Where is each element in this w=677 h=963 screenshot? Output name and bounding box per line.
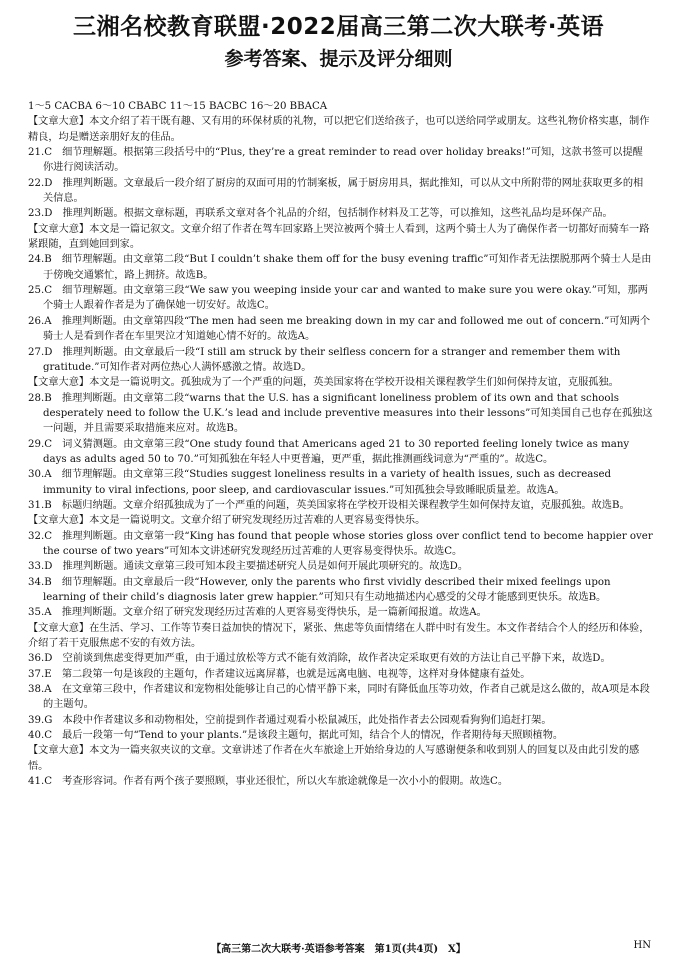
page-subtitle: 参考答案、提示及评分细则 [224,48,453,70]
answer-explanation: 38.A 在文章第三段中，作者建议和宠物相处能够让自己的心情平静下来，同时有降低血压等功效，作者自己就是这么做的，故A项是本段的主题句。 [28,684,650,711]
answer-explanation: 29.C 词义猜测题。由文章第三段“One study found that Americans aged 21 to 30 reported feeling lonely twice as many days as adults aged 50 to 70.”可知孤独在年轻人中更普遍，更严重，据此推测画线词意为“严重的”。故选C。 [28,438,630,465]
answer-body [28,99,653,789]
article-summary: 【文章大意】本文是一篇记叙文。文章介绍了作者在驾车回家路上哭泣被两个骑士人看到，这两个骑士人为了确保作者一切都好而骑车一路紧跟随，直到她回到家。 [28,223,650,251]
answer-explanation: 34.B 细节理解题。由文章最后一段“However, only the parents who first vividly described their mixed feelings upon learning of their child’s diagnosis later grew happier.”可知只有生动地描述内心感受的父母才能感到更快乐。故选B。 [28,576,611,603]
answer-explanation: 24.B 细节理解题。由文章第二段“But I couldn’t shake them off for the busy evening traffic”可知作者无法摆脱那两个骑士人是由于傍晚交通繁忙，路上拥挤。故选B。 [28,254,652,281]
article-summary: 【文章大意】本文是一篇说明文。文章介绍了研究发现经历过苦难的人更容易变得快乐。 [28,515,426,527]
answer-explanation: 37.E 第二段第一句是该段的主题句，作者建议远离屏幕，也就是远离电脑、电视等，这样对身体健康有益处。 [28,668,531,680]
answer-explanation: 40.C 最后一段第一句“Tend to your plants.”是该段主题句，据此可知，结合个人的情况，作者期待每天照顾植物。 [28,730,564,742]
answer-explanation: 33.D 推理判断题。通读文章第三段可知本段主要描述研究人员是如何开展此项研究的。故选D。 [28,561,469,573]
article-summary: 【文章大意】本文介绍了若干既有趣、又有用的环保材质的礼物，可以把它们送给孩子，也可以送给同学或朋友。这些礼物价格实惠，制作精良，均是赠送亲朋好友的佳品。 [28,116,650,143]
footer-page-info: 【高三第二次大联考·英语参考答案 第1页(共4页) X】 [211,944,466,955]
answer-explanation: 39.G 本段中作者建议多和动物相处，空前提到作者通过观看小松鼠减压，此处指作者去公园观看狗狗们追赶打架。 [28,714,552,726]
answer-explanation: 35.A 推理判断题。文章介绍了研究发现经历过苦难的人更容易变得快乐，是一篇新闻报道。故选A。 [28,607,487,619]
answer-explanation: 30.A 细节理解题。由文章第三段“Studies suggest loneliness results in a variety of health issues, such as decreased immunity to viral infections, poor sleep, and cardiovascular issues.”可知孤独会导致睡眠质量差。故选A。 [28,469,612,496]
article-summary: 【文章大意】在生活、学习、工作等节奏日益加快的情况下，紧张、焦虑等负面情绪在人群中时有发生。本文作者结合个人的经历和体验，介绍了若干克服焦虑不安的有效方法。 [28,622,650,650]
answer-explanation: 22.D 推理判断题。文章最后一段介绍了厨房的双面可用的竹制案板，属于厨房用具，据此推知，可以从文中所附带的网址获取更多的相关信息。 [28,177,644,205]
answer-explanation: 41.C 考查形容词。作者有两个孩子要照顾，事业还很忙，所以火车旅途就像是一次小小的假期。故选C。 [28,776,509,788]
page-title: 三湘名校教育联盟·2022届高三第二次大联考·英语 [73,14,604,40]
answer-explanation: 26.A 推理判断题。由文章第四段“The men had seen me breaking down in my car and followed me out of concern.”可知两个骑士人是看到作者在车里哭泣才知道她心情不好的。故选A。 [28,315,651,343]
answer-explanation: 25.C 细节理解题。由文章第三段“We saw you weeping inside your car and wanted to make sure you were okay.”可知，那两个骑士人跟着作者是为了确保她一切安好。故选C。 [28,285,648,312]
answer-explanation: 36.D 空前谈到焦虑变得更加严重，由于通过放松等方式不能有效消除，故作者决定采取更有效的方法让自己平静下来，故选D。 [28,653,611,665]
article-summary: 【文章大意】本文是一篇说明文。孤独成为了一个严重的问题，英美国家将在学校开设相关课程教学生们如何保持友谊，克服孤独。 [28,377,619,389]
answer-explanation: 23.D 推理判断题。根据文章标题，再联系文章对各个礼品的介绍，包括制作材料及工艺等，可以推知，这些礼品均是环保产品。 [28,208,613,220]
answer-explanation: 21.C 细节理解题。根据第三段括号中的“Plus, they’re a great reminder to read over holiday breaks!”可知，这款书签可以提醒你进行阅读活动。 [28,147,643,174]
answer-explanation: 27.D 推理判断题。由文章最后一段“I still am struck by their selfless concern for a stranger and remember them with gratitude.”可知作者对两位热心人满怀感激之情。故选D。 [28,346,621,373]
answer-explanation: 32.C 推理判断题。由文章第一段“King has found that people whose stories gloss over conflict tend to become happier over the course of two years”可知本文讲述研究发现经历过苦难的人更容易变得快乐。故选C。 [28,530,653,557]
article-summary: 【文章大意】本文为一篇夹叙夹议的文章。文章讲述了作者在火车旅途上开始给身边的人写感谢便条和收到别人的回复以及由此引发的感悟。 [28,745,640,772]
answer-explanation: 28.B 推理判断题。由文章第二段“warns that the U.S. has a significant loneliness problem of its own and that schools desperately need to follow the U.K.’s lead and include preventive measures into their lessons”可知美国自己也存在孤独这一问题，并且需要采取措施来应对。故选B。 [28,392,653,435]
footer-region-code: HN [633,940,651,951]
answer-key-line: 1～5 CACBA 6～10 CBABC 11～15 BACBC 16～20 BBACA [28,101,328,112]
answer-explanation: 31.B 标题归纳题。文章介绍孤独成为了一个严重的问题，英美国家将在学校开设相关课程教学生如何保持友谊，克服孤独。故选B。 [28,499,630,511]
